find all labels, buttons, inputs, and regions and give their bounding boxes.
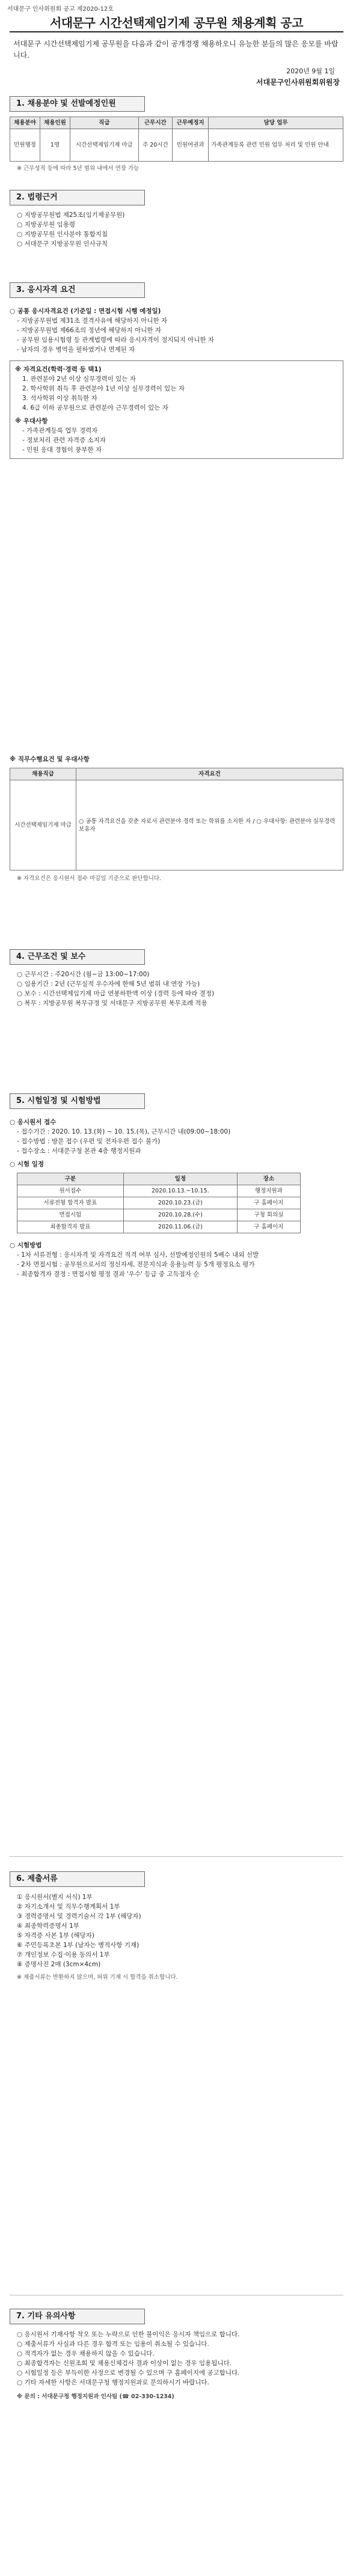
exam-method: - 최종합격자 결정 : 면접시험 평정 결과 '우수' 등급 중 고득점자 순 <box>17 1271 200 1278</box>
note-item: ○ 최종합격자는 신원조회 및 채용신체검사 결과 이상이 없는 경우 임용됩니다. <box>17 2360 232 2367</box>
intro-text: 서대문구 시간선택제임기제 공무원을 다음과 같이 공개경쟁 채용하오니 유능한 분들의 많은 응모를 바랍니다. <box>13 40 339 59</box>
th-hours: 근무시간 <box>138 117 173 129</box>
table-row <box>17 1209 301 1221</box>
cell-stage: 서류전형 합격자 발표 <box>17 1197 124 1209</box>
qual-item: - 지방공무원법 제31조 결격사유에 해당하지 아니한 자 <box>17 317 168 324</box>
qual-preference: - 민원 응대 경험이 풍부한 자 <box>22 446 102 454</box>
work-item: ○ 근무시간 : 주20시간 (월~금 13:00~17:00) <box>17 971 150 978</box>
qual-item: - 공무원 임용시험령 등 관계법령에 따라 응시자격이 정지되지 아니한 자 <box>17 336 214 344</box>
announcement-date: 2020년 9월 1일 <box>286 67 335 75</box>
qual-requirement-heading: ※ 자격요건(학력·경력 등 택1) <box>15 366 102 373</box>
qual-item: - 남자의 경우 병역을 필하였거나 면제된 자 <box>17 346 135 353</box>
exam-schedule-heading: ○ 시험 일정 <box>10 1161 45 1168</box>
cell-date: 2020.11.06.(금) <box>123 1221 237 1233</box>
law-item: ○ 지방공무원법 제25조(임기제공무원) <box>17 211 125 219</box>
exam-schedule-table <box>17 1173 301 1233</box>
exam-application-heading: ○ 응시원서 접수 <box>10 1119 57 1126</box>
cell-place: 구청 회의실 <box>237 1209 300 1221</box>
cell-place: 구 홈페이지 <box>237 1197 300 1209</box>
exam-method: - 1차 서류전형 : 응시자격 및 자격요건 적격 여부 심사, 선발예정인원의 5배수 내외 선발 <box>17 1251 259 1259</box>
note-item: ○ 응시원서 기재사항 착오 또는 누락으로 인한 불이익은 응시자 책임으로 합니다. <box>17 2331 240 2338</box>
th-field: 채용분야 <box>10 117 40 129</box>
qual-item: - 지방공무원법 제66조의 정년에 해당하지 아니한 자 <box>17 327 162 334</box>
positions-note: ※ 근무성적 등에 따라 5년 범위 내에서 연장 가능 <box>17 165 140 172</box>
document-item: ⑧ 증명사진 2매 (3cm×4cm) <box>17 1961 101 1968</box>
cell-location: 민원여권과 <box>173 129 209 162</box>
section-heading-exam-schedule: 5. 시험일정 및 시험방법 <box>10 1093 145 1109</box>
notes-block <box>10 2330 343 2402</box>
cell-duty: 가족관계등록 관련 민원 업무 처리 및 민원 안내 <box>209 129 343 162</box>
th-date: 일정 <box>123 1173 237 1185</box>
section-heading-qualifications: 3. 응시자격 요건 <box>10 282 145 298</box>
notice-number: 서대문구 인사위원회 공고 제2020-12호 <box>7 6 114 13</box>
exam-item: - 접수방법 : 방문 접수 (우편 및 전자우편 접수 불가) <box>17 1138 161 1145</box>
document-item: ⑥ 주민등록초본 1부 (남자는 병적사항 기재) <box>17 1942 140 1949</box>
contact-info: ※ 문의 : 서대문구청 행정지원과 인사팀 (☎ 02-330-1234) <box>17 2393 174 2400</box>
document-item: ⑦ 개인정보 수집·이용 동의서 1부 <box>17 1951 110 1958</box>
document-item: ② 자기소개서 및 직무수행계획서 1부 <box>17 1903 120 1910</box>
th-grade: 직급 <box>70 117 139 129</box>
cell-hours: 주 20시간 <box>138 129 173 162</box>
note-item: ○ 시험일정 등은 부득이한 사정으로 변경될 수 있으며 구 홈페이지에 공고합니다. <box>17 2369 240 2377</box>
qual-requirement: 1. 관련분야 2년 이상 실무경력이 있는 자 <box>22 375 136 383</box>
law-item: ○ 서대문구 지방공무원 인사규칙 <box>17 240 108 248</box>
document-item: ③ 경력증명서 및 경력기술서 각 1부 (해당자) <box>17 1913 141 1920</box>
cell-date: 2020.10.23.(금) <box>123 1197 237 1209</box>
section-heading-positions: 1. 채용분야 및 선발예정인원 <box>10 96 145 112</box>
th-requirements: 자격요건 <box>76 768 343 780</box>
issuing-organization: 서대문구인사위원회위원장 <box>256 78 340 87</box>
th-position: 채용직급 <box>10 768 76 780</box>
work-item: ○ 보수 : 시간선택제임기제 마급 연봉하한액 이상 (경력 등에 따라 결정) <box>17 990 215 997</box>
law-item: ○ 지방공무원 인사분야 통합지침 <box>17 231 108 238</box>
duty-requirements-table <box>10 768 343 870</box>
page-title: 서대문구 시간선택제임기제 공무원 채용계획 공고 <box>49 16 304 30</box>
document-item: ⑤ 자격증 사본 1부 (해당자) <box>17 1932 94 1939</box>
th-count: 채용인원 <box>40 117 70 129</box>
table-row <box>17 1185 301 1197</box>
table-row <box>17 1221 301 1233</box>
document-item: ① 응시원서(별지 서식) 1부 <box>17 1894 93 1901</box>
cell-stage: 원서접수 <box>17 1185 124 1197</box>
cell-count: 1명 <box>40 129 70 162</box>
positions-table-block <box>10 117 343 174</box>
qual-requirement-box <box>10 360 343 459</box>
documents-block <box>10 1892 343 1982</box>
qualifications-block <box>10 303 343 459</box>
documents-note: ※ 제출서류는 반환하지 않으며, 허위 기재 시 합격을 취소합니다. <box>17 1974 178 1981</box>
note-item: ○ 기타 자세한 사항은 서대문구청 행정지원과로 문의하시기 바랍니다. <box>17 2379 209 2386</box>
cell-date: 2020.10.28.(수) <box>123 1209 237 1221</box>
exam-block <box>10 1114 343 1279</box>
work-item: ○ 복무 : 지방공무원 복무규정 및 서대문구 지방공무원 복무조례 적용 <box>17 1000 207 1007</box>
cell-position: 시간선택제임기제 마급 <box>10 780 76 870</box>
cell-place: 구 홈페이지 <box>237 1221 300 1233</box>
cell-requirements: ○ 공통 자격요건을 갖춘 자로서 관련분야 경력 또는 학위를 소지한 자 / ○ 우대사항: 관련분야 실무경력 보유자 <box>76 780 343 870</box>
cell-grade: 시간선택제임기제 마급 <box>70 129 139 162</box>
qual-requirement: 3. 석사학위 이상 취득한 자 <box>22 395 97 402</box>
cell-stage: 면접시험 <box>17 1209 124 1221</box>
section-heading-work-conditions: 4. 근무조건 및 보수 <box>10 949 145 965</box>
th-duty: 담당 업무 <box>209 117 343 129</box>
section-divider <box>10 1856 343 1857</box>
title-divider <box>10 31 343 32</box>
exam-method: - 2차 면접시험 : 공무원으로서의 정신자세, 전문지식과 응용능력 등 5개 평정요소 평가 <box>17 1261 255 1268</box>
th-stage: 구분 <box>17 1173 124 1185</box>
cell-date: 2020.10.13.~10.15. <box>123 1185 237 1197</box>
work-item: ○ 임용기간 : 2년 (근무실적 우수자에 한해 5년 범위 내 연장 가능) <box>17 980 200 988</box>
qual-preference: - 가족관계등록 업무 경력자 <box>22 427 98 434</box>
duty-requirements-note: ※ 자격요건은 응시원서 접수 마감일 기준으로 판단합니다. <box>17 875 162 882</box>
qual-preference-heading: ※ 우대사항 <box>15 418 48 425</box>
section-heading-notes: 7. 기타 유의사항 <box>10 2309 145 2324</box>
section-heading-law: 2. 법령근거 <box>10 190 145 205</box>
exam-method-heading: ○ 시험방법 <box>10 1242 42 1249</box>
duty-requirements-block <box>10 751 343 884</box>
cell-stage: 최종합격자 발표 <box>17 1221 124 1233</box>
exam-item: - 접수장소 : 서대문구청 본관 4층 행정지원과 <box>17 1147 141 1155</box>
exam-item: - 접수기간 : 2020. 10. 13.(화) ~ 10. 15.(목), 근무시간 내(09:00~18:00) <box>17 1128 231 1135</box>
positions-table <box>10 117 343 162</box>
qual-requirement: 2. 학사학위 취득 후 관련분야 1년 이상 실무경력이 있는 자 <box>22 385 185 392</box>
note-item: ○ 적격자가 없는 경우 채용하지 않을 수 있습니다. <box>17 2350 155 2357</box>
th-place: 장소 <box>237 1173 300 1185</box>
th-location: 근무예정지 <box>173 117 209 129</box>
law-block <box>10 210 343 249</box>
note-item: ○ 제출서류가 사실과 다른 경우 합격 또는 임용이 취소될 수 있습니다. <box>17 2341 209 2348</box>
section-heading-documents: 6. 제출서류 <box>10 1871 145 1887</box>
law-item: ○ 지방공무원 임용령 <box>17 221 75 228</box>
cell-place: 행정지원과 <box>237 1185 300 1197</box>
qual-preference: - 정보처리 관련 자격증 소지자 <box>22 437 106 444</box>
qual-common-heading: ○ 공통 응시자격요건 (기준일 : 면접시험 시행 예정일) <box>10 308 161 315</box>
qual-requirement: 4. 6급 이하 공무원으로 관련분야 근무경력이 있는 자 <box>22 404 168 412</box>
work-conditions-block <box>10 970 343 1008</box>
cell-field: 민원행정 <box>10 129 40 162</box>
table-row <box>17 1197 301 1209</box>
duty-requirements-caption: ※ 직무수행요건 및 우대사항 <box>10 756 90 763</box>
document-item: ④ 최종학력증명서 1부 <box>17 1922 79 1930</box>
